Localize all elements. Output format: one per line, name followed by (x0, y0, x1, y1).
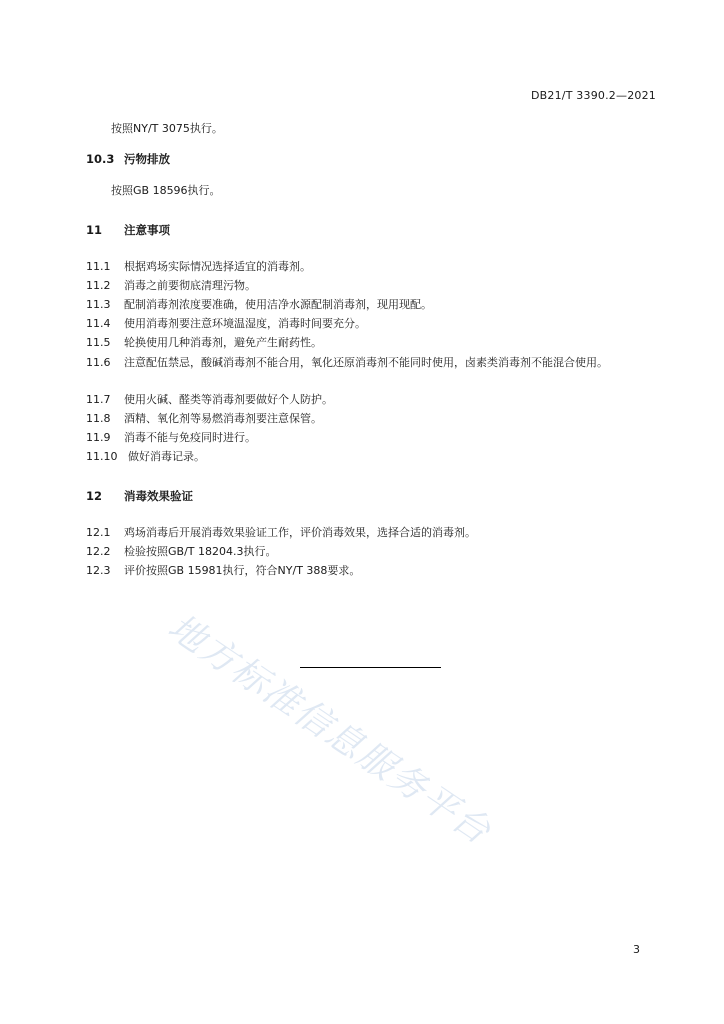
list-item (86, 353, 654, 372)
item-number: 11.5 (86, 336, 111, 349)
item-number: 11.1 (86, 260, 111, 273)
list-item (86, 564, 360, 578)
item-text: 鸡场消毒后开展消毒效果验证工作，评价消毒效果，选择合适的消毒剂。 (124, 526, 476, 539)
list-item (86, 431, 256, 445)
item-number: 11.8 (86, 412, 111, 425)
item-text: 注意配伍禁忌，酸碱消毒剂不能合用，氧化还原消毒剂不能同时使用，卤素类消毒剂不能混合使用。 (124, 356, 608, 369)
section-title: 污物排放 (124, 152, 170, 166)
list-item (86, 279, 256, 293)
item-text: 消毒之前要彻底清理污物。 (124, 279, 256, 292)
list-item (86, 412, 322, 426)
item-number: 11.4 (86, 317, 111, 330)
list-item (86, 336, 322, 350)
list-item (86, 298, 432, 312)
item-number: 11.2 (86, 279, 111, 292)
list-item (86, 317, 366, 331)
item-number: 11.3 (86, 298, 111, 311)
list-item (86, 393, 333, 407)
paragraph-ny-t-3075: 按照NY/T 3075执行。 (111, 122, 223, 135)
list-item (86, 450, 205, 464)
item-text: 消毒不能与免疫同时进行。 (124, 431, 256, 444)
page-number: 3 (633, 943, 640, 956)
section-11-heading (86, 222, 170, 238)
item-text: 评价按照GB 15981执行，符合NY/T 388要求。 (124, 564, 361, 577)
paragraph-gb-18596: 按照GB 18596执行。 (111, 184, 221, 197)
item-number: 12.2 (86, 545, 111, 558)
item-text: 根据鸡场实际情况选择适宜的消毒剂。 (124, 260, 311, 273)
section-10-3-heading (86, 151, 170, 167)
item-number: 11.9 (86, 431, 111, 444)
document-code-header: DB21/T 3390.2—2021 (530, 89, 656, 102)
item-number: 11.7 (86, 393, 111, 406)
section-number: 10.3 (86, 152, 115, 166)
list-item (86, 260, 311, 274)
item-text: 轮换使用几种消毒剂，避免产生耐药性。 (124, 336, 322, 349)
end-rule-divider (300, 667, 441, 668)
item-number: 11.6 (86, 356, 111, 369)
item-number: 12.3 (86, 564, 111, 577)
list-item (86, 545, 276, 559)
list-item (86, 526, 476, 540)
section-title: 注意事项 (124, 223, 170, 237)
item-number: 12.1 (86, 526, 111, 539)
section-title: 消毒效果验证 (124, 489, 193, 503)
item-number: 11.10 (86, 450, 118, 463)
section-number: 11 (86, 223, 103, 237)
section-number: 12 (86, 489, 103, 503)
item-text: 做好消毒记录。 (128, 450, 205, 463)
item-text: 使用火碱、醛类等消毒剂要做好个人防护。 (124, 393, 333, 406)
item-text: 检验按照GB/T 18204.3执行。 (124, 545, 277, 558)
item-text: 酒精、氧化剂等易燃消毒剂要注意保管。 (124, 412, 322, 425)
section-12-heading (86, 488, 193, 504)
item-text: 配制消毒剂浓度要准确，使用洁净水源配制消毒剂，现用现配。 (124, 298, 432, 311)
item-text: 使用消毒剂要注意环境温湿度，消毒时间要充分。 (124, 317, 366, 330)
watermark: 地方标准信息服务平台 (160, 606, 499, 854)
